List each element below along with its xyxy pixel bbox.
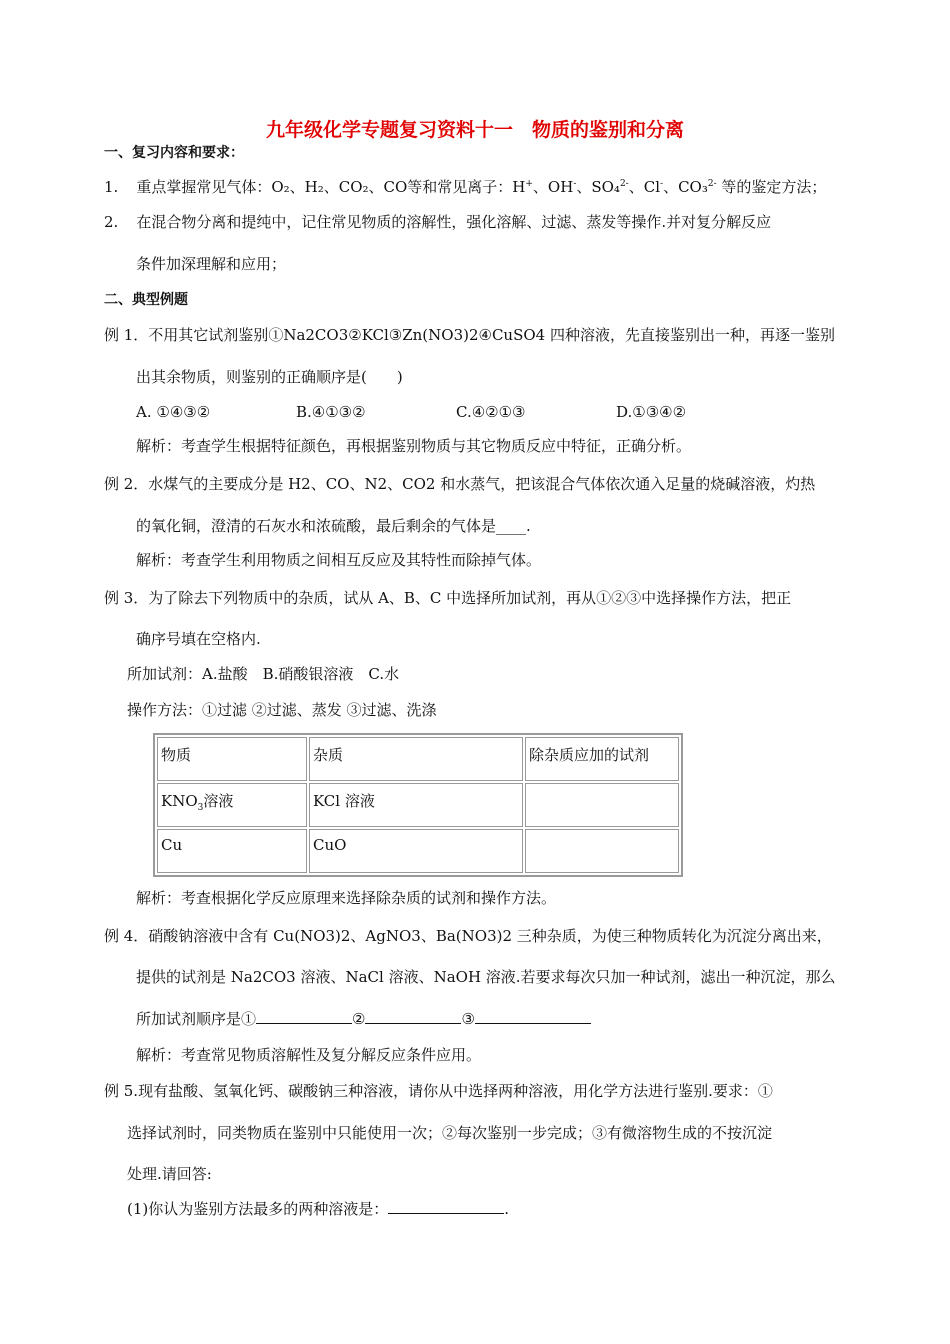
ex1-line1: 例 1．不用其它试剂鉴别①Na2CO3②KCl③Zn(NO3)2④CuSO4 四种溶液，先直接鉴别出一种，再逐一鉴别 <box>104 326 835 344</box>
option-b: B.④①③② <box>296 403 366 421</box>
option-c: C.④②①③ <box>456 403 526 421</box>
ion-charge: - <box>660 179 664 189</box>
cell-text: 溶液 <box>203 792 234 810</box>
ex5-question1 <box>127 1199 509 1219</box>
ex1-analysis: 解析：考查学生根据特征颜色，再根据鉴别物质与其它物质反应中特征，正确分析。 <box>136 437 692 455</box>
ion-charge: 2- <box>619 179 629 189</box>
ex2-line1: 例 2．水煤气的主要成分是 H2、CO、N2、CO2 和水蒸气，把该混合气体依次通入足量的烧碱溶液，灼热 <box>104 475 816 493</box>
table-header: 物质 <box>157 737 307 781</box>
ion-charge: + <box>525 179 533 189</box>
answer-blank-2[interactable] <box>365 1009 461 1024</box>
ion-charge: 2- <box>707 179 717 189</box>
ex2-line2: 的氧化铜，澄清的石灰水和浓硫酸，最后剩余的气体是____. <box>136 517 531 535</box>
blank-marker-2: ② <box>352 1010 366 1028</box>
cell-text: Cu <box>161 836 183 854</box>
item1-text-post: 等的鉴定方法； <box>716 178 827 196</box>
item1-number: 1. <box>104 178 119 196</box>
item1-text: 、Cl <box>628 178 661 196</box>
ex5-q1-end: . <box>504 1200 510 1218</box>
ex5-line1: 例 5.现有盐酸、氢氧化钙、碳酸钠三种溶液，请你从中选择两种溶液，用化学方法进行鉴别.要求：① <box>104 1082 773 1100</box>
subscript: 3 <box>197 803 204 813</box>
ex4-line3-text: 所加试剂顺序是① <box>136 1010 257 1028</box>
ex2-analysis: 解析：考查学生利用物质之间相互反应及其特性而除掉气体。 <box>136 551 542 569</box>
table-cell-reagent[interactable] <box>525 783 679 827</box>
ex3-line1: 例 3．为了除去下列物质中的杂质，试从 A、B、C 中选择所加试剂，再从①②③中选择操作方法，把正 <box>104 589 792 607</box>
ex4-line3 <box>136 1009 591 1029</box>
item2-line2: 条件加深理解和应用； <box>136 255 287 273</box>
ex5-q1-text: (1)你认为鉴别方法最多的两种溶液是： <box>127 1200 389 1218</box>
table-header: 杂质 <box>309 737 523 781</box>
table-cell-substance <box>157 829 307 873</box>
page-title: 九年级化学专题复习资料十一 物质的鉴别和分离 <box>265 119 684 141</box>
item1-text: 、OH <box>532 178 574 196</box>
item1-text: 、SO₄ <box>576 178 620 196</box>
ex4-line2: 提供的试剂是 Na2CO3 溶液、NaCl 溶液、NaOH 溶液.若要求每次只加一种试剂，滤出一种沉淀，那么 <box>136 968 836 986</box>
option-d: D.①③④② <box>616 403 687 421</box>
ex3-line2: 确序号填在空格内. <box>136 630 261 648</box>
ion-charge: - <box>573 179 577 189</box>
table-header-row <box>157 737 679 781</box>
table-cell-substance <box>157 783 307 827</box>
table-cell-reagent[interactable] <box>525 829 679 873</box>
table-row <box>157 829 679 873</box>
item2-text: 在混合物分离和提纯中，记住常见物质的溶解性，强化溶解、过滤、蒸发等操作.并对复分解反应 <box>136 213 772 231</box>
cell-text: KNO <box>161 792 198 810</box>
ex3-methods: 操作方法：①过滤 ②过滤、蒸发 ③过滤、洗涤 <box>127 701 437 719</box>
ex5-line3: 处理.请回答: <box>127 1165 212 1183</box>
ex3-analysis: 解析：考查根据化学反应原理来选择除杂质的试剂和操作方法。 <box>136 889 557 907</box>
section2-heading: 二、典型例题 <box>104 292 188 308</box>
table-cell-impurity: KCl 溶液 <box>309 783 523 827</box>
answer-blank-q1[interactable] <box>388 1199 504 1214</box>
answer-blank-1[interactable] <box>256 1009 352 1024</box>
item1-text-pre: 重点掌握常见气体：O₂、H₂、CO₂、CO等和常见离子：H <box>136 178 526 196</box>
item2-line1 <box>104 212 771 232</box>
ex4-analysis: 解析：考查常见物质溶解性及复分解反应条件应用。 <box>136 1046 482 1064</box>
item2-number: 2. <box>104 213 119 231</box>
impurity-table <box>153 733 683 877</box>
item1 <box>104 177 826 197</box>
ex4-line1: 例 4．硝酸钠溶液中含有 Cu(NO3)2、AgNO3、Ba(NO3)2 三种杂质，为使三种物质转化为沉淀分离出来， <box>104 927 832 945</box>
answer-blank-3[interactable] <box>475 1009 591 1024</box>
ex3-reagents: 所加试剂：A.盐酸 B.硝酸银溶液 C.水 <box>127 665 400 683</box>
table-row <box>157 783 679 827</box>
section1-heading: 一、复习内容和要求： <box>104 145 244 161</box>
ex1-line2: 出其余物质，则鉴别的正确顺序是( ) <box>136 368 403 386</box>
table-header: 除杂质应加的试剂 <box>525 737 679 781</box>
item1-text: 、CO₃ <box>663 178 708 196</box>
table-cell-impurity: CuO <box>309 829 523 873</box>
ex5-line2: 选择试剂时，同类物质在鉴别中只能使用一次；②每次鉴别一步完成；③有微溶物生成的不按沉淀 <box>127 1124 773 1142</box>
option-a: A. ①④③② <box>136 403 211 421</box>
blank-marker-3: ③ <box>461 1010 475 1028</box>
ex1-options <box>136 402 776 422</box>
